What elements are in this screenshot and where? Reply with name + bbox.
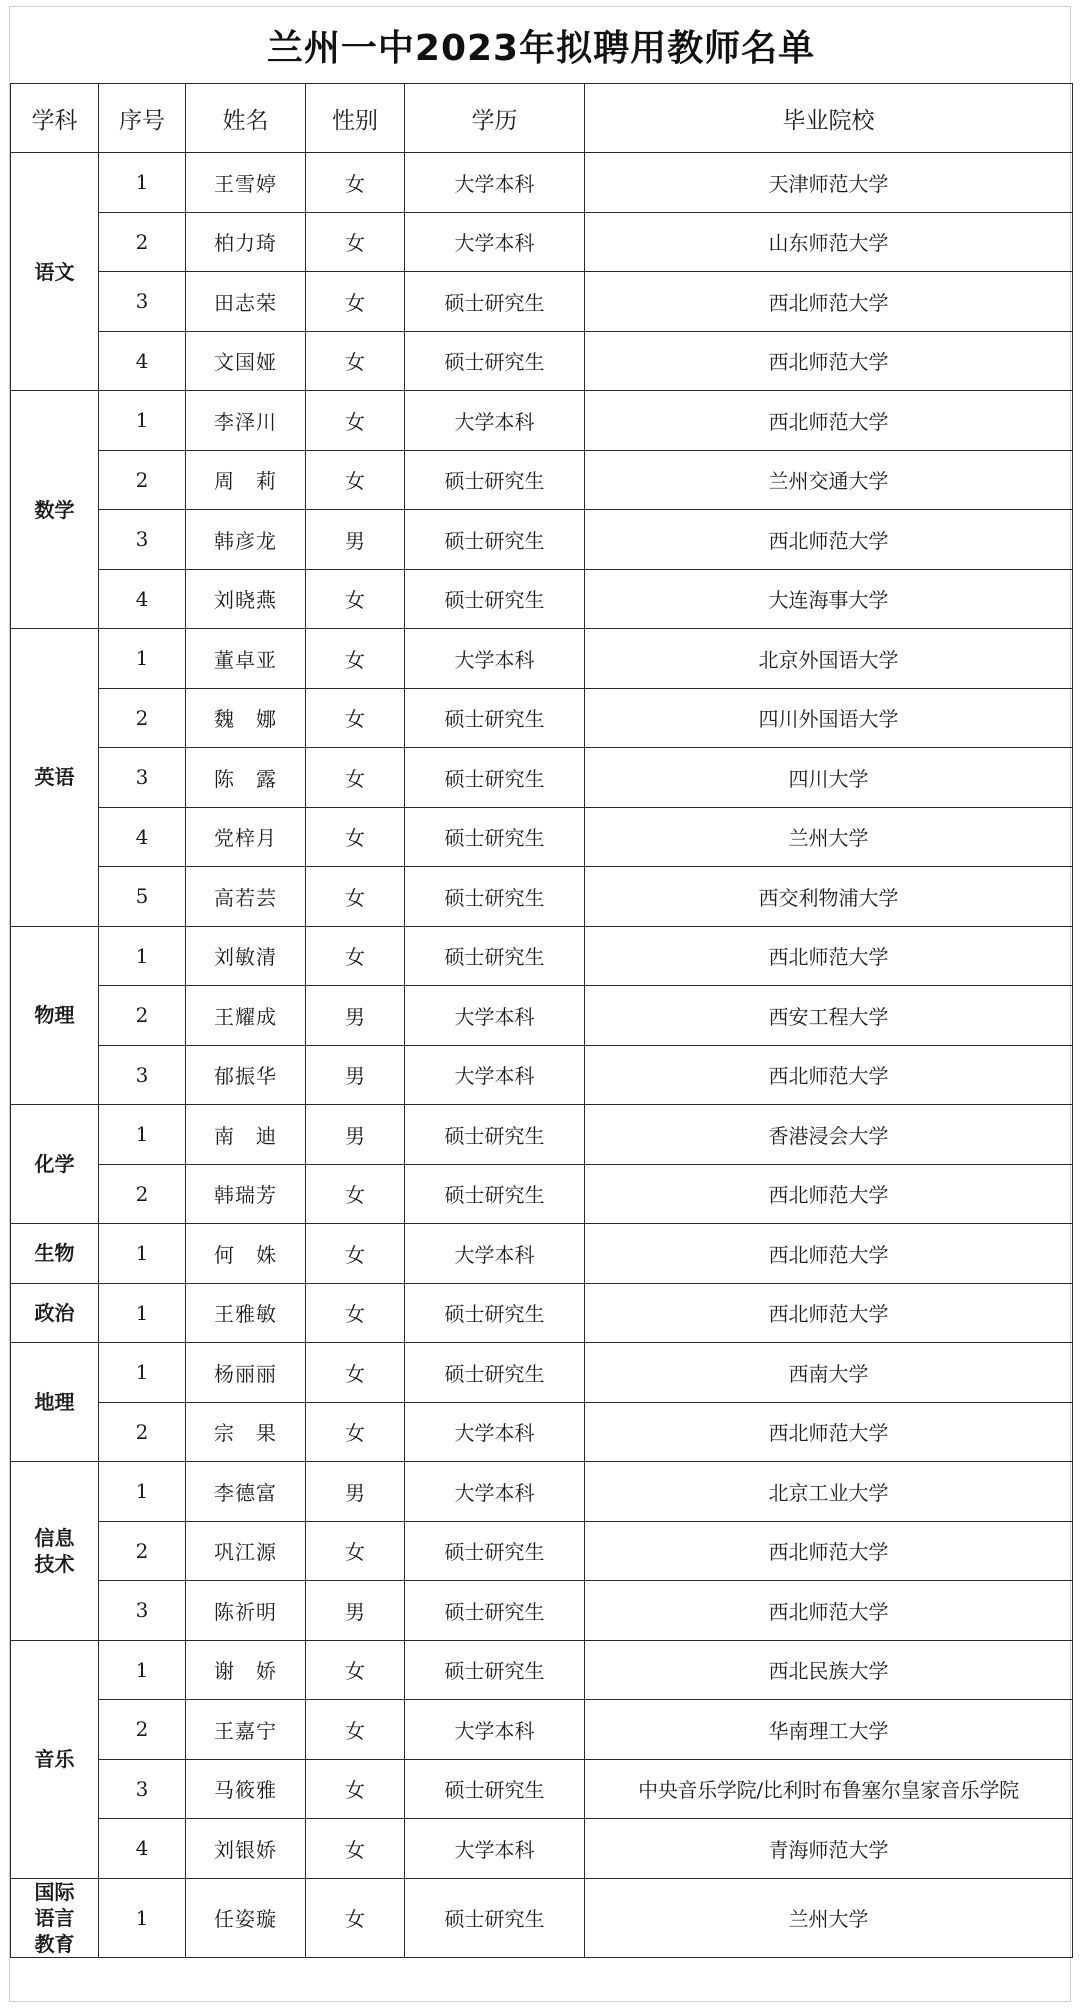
name-cell: 刘敏清 <box>186 926 306 986</box>
subject-cell <box>11 629 99 927</box>
subject-label: 语文 <box>34 259 75 284</box>
name-cell: 马筱雅 <box>186 1759 306 1819</box>
table-body <box>11 153 1073 1958</box>
gender-cell: 男 <box>306 510 405 570</box>
gender-cell: 女 <box>306 748 405 808</box>
index-cell: 2 <box>99 1521 186 1581</box>
table-row <box>11 1343 1073 1403</box>
subject-cell <box>11 1283 99 1343</box>
index-cell: 2 <box>99 688 186 748</box>
name-cell: 宗 果 <box>186 1402 306 1462</box>
header-school: 毕业院校 <box>585 84 1073 153</box>
school-cell: 西北师范大学 <box>585 272 1073 332</box>
table-row <box>11 1640 1073 1700</box>
gender-cell: 男 <box>306 1045 405 1105</box>
school-cell: 兰州大学 <box>585 1878 1073 1957</box>
subject-label: 数学 <box>34 497 75 522</box>
index-cell: 3 <box>99 748 186 808</box>
name-cell: 王嘉宁 <box>186 1700 306 1760</box>
subject-label: 国际语言教育 <box>34 1879 75 1956</box>
index-cell: 2 <box>99 1700 186 1760</box>
subject-label: 英语 <box>34 765 75 790</box>
school-cell: 中央音乐学院/比利时布鲁塞尔皇家音乐学院 <box>585 1759 1073 1819</box>
name-cell: 南 迪 <box>186 1105 306 1165</box>
school-cell: 西北师范大学 <box>585 391 1073 451</box>
name-cell: 柏力琦 <box>186 212 306 272</box>
name-cell: 何 姝 <box>186 1224 306 1284</box>
name-cell: 郁振华 <box>186 1045 306 1105</box>
gender-cell: 女 <box>306 926 405 986</box>
gender-cell: 男 <box>306 1105 405 1165</box>
index-cell: 4 <box>99 331 186 391</box>
name-cell: 杨丽丽 <box>186 1343 306 1403</box>
table-row <box>11 807 1073 867</box>
name-cell: 陈 露 <box>186 748 306 808</box>
gender-cell: 女 <box>306 153 405 213</box>
subject-cell <box>11 1343 99 1462</box>
school-cell: 四川大学 <box>585 748 1073 808</box>
table-row <box>11 748 1073 808</box>
school-cell: 兰州交通大学 <box>585 450 1073 510</box>
education-cell: 硕士研究生 <box>405 1581 585 1641</box>
index-cell: 1 <box>99 1343 186 1403</box>
subject-label: 物理 <box>34 1003 75 1028</box>
gender-cell: 男 <box>306 1462 405 1522</box>
gender-cell: 女 <box>306 1700 405 1760</box>
education-cell: 大学本科 <box>405 1045 585 1105</box>
index-cell: 4 <box>99 1819 186 1879</box>
gender-cell: 女 <box>306 1224 405 1284</box>
school-cell: 四川外国语大学 <box>585 688 1073 748</box>
school-cell: 西北师范大学 <box>585 510 1073 570</box>
page-title: 兰州一中2023年拟聘用教师名单 <box>266 27 816 69</box>
name-cell: 田志荣 <box>186 272 306 332</box>
education-cell: 大学本科 <box>405 986 585 1046</box>
school-cell: 西北师范大学 <box>585 1521 1073 1581</box>
subject-cell <box>11 391 99 629</box>
education-cell: 硕士研究生 <box>405 1521 585 1581</box>
name-cell: 魏 娜 <box>186 688 306 748</box>
table-row <box>11 1581 1073 1641</box>
index-cell: 2 <box>99 450 186 510</box>
school-cell: 北京工业大学 <box>585 1462 1073 1522</box>
subject-label: 生物 <box>34 1241 75 1266</box>
table-row <box>11 1700 1073 1760</box>
education-cell: 硕士研究生 <box>405 1164 585 1224</box>
gender-cell: 女 <box>306 1759 405 1819</box>
table-row <box>11 1878 1073 1957</box>
table-row <box>11 391 1073 451</box>
table-row <box>11 212 1073 272</box>
school-cell: 西南大学 <box>585 1343 1073 1403</box>
education-cell: 大学本科 <box>405 1462 585 1522</box>
education-cell: 大学本科 <box>405 1819 585 1879</box>
subject-label: 地理 <box>34 1390 75 1414</box>
name-cell: 李泽川 <box>186 391 306 451</box>
gender-cell: 女 <box>306 688 405 748</box>
gender-cell: 女 <box>306 1878 405 1957</box>
gender-cell: 男 <box>306 986 405 1046</box>
index-cell: 2 <box>99 1402 186 1462</box>
education-cell: 硕士研究生 <box>405 867 585 927</box>
gender-cell: 女 <box>306 391 405 451</box>
header-name: 姓名 <box>186 84 306 153</box>
education-cell: 大学本科 <box>405 212 585 272</box>
education-cell: 大学本科 <box>405 153 585 213</box>
school-cell: 山东师范大学 <box>585 212 1073 272</box>
name-cell: 巩江源 <box>186 1521 306 1581</box>
table-row <box>11 272 1073 332</box>
table-row <box>11 1224 1073 1284</box>
gender-cell: 女 <box>306 1343 405 1403</box>
header-index: 序号 <box>99 84 186 153</box>
gender-cell: 女 <box>306 629 405 689</box>
education-cell: 硕士研究生 <box>405 331 585 391</box>
school-cell: 西北师范大学 <box>585 1402 1073 1462</box>
school-cell: 大连海事大学 <box>585 569 1073 629</box>
name-cell: 韩彦龙 <box>186 510 306 570</box>
teacher-roster-table <box>10 83 1073 1958</box>
index-cell: 1 <box>99 1283 186 1343</box>
name-cell: 党梓月 <box>186 807 306 867</box>
index-cell: 1 <box>99 1640 186 1700</box>
table-row <box>11 1164 1073 1224</box>
education-cell: 硕士研究生 <box>405 1105 585 1165</box>
gender-cell: 女 <box>306 1283 405 1343</box>
school-cell: 兰州大学 <box>585 807 1073 867</box>
education-cell: 大学本科 <box>405 1224 585 1284</box>
index-cell: 1 <box>99 926 186 986</box>
index-cell: 3 <box>99 1045 186 1105</box>
school-cell: 北京外国语大学 <box>585 629 1073 689</box>
subject-cell <box>11 1462 99 1641</box>
index-cell: 1 <box>99 1105 186 1165</box>
education-cell: 硕士研究生 <box>405 569 585 629</box>
table-row <box>11 867 1073 927</box>
table-row <box>11 1045 1073 1105</box>
education-cell: 硕士研究生 <box>405 926 585 986</box>
school-cell: 西北师范大学 <box>585 926 1073 986</box>
table-row <box>11 153 1073 213</box>
education-cell: 硕士研究生 <box>405 688 585 748</box>
table-row <box>11 510 1073 570</box>
header-education: 学历 <box>405 84 585 153</box>
gender-cell: 女 <box>306 272 405 332</box>
name-cell: 韩瑞芳 <box>186 1164 306 1224</box>
name-cell: 王雅敏 <box>186 1283 306 1343</box>
school-cell: 天津师范大学 <box>585 153 1073 213</box>
table-row <box>11 926 1073 986</box>
name-cell: 王耀成 <box>186 986 306 1046</box>
gender-cell: 女 <box>306 867 405 927</box>
table-row <box>11 1105 1073 1165</box>
index-cell: 2 <box>99 212 186 272</box>
subject-cell <box>11 1224 99 1284</box>
education-cell: 大学本科 <box>405 629 585 689</box>
subject-label: 信息技术 <box>34 1525 75 1576</box>
name-cell: 文国娅 <box>186 331 306 391</box>
index-cell: 4 <box>99 807 186 867</box>
education-cell: 硕士研究生 <box>405 748 585 808</box>
gender-cell: 女 <box>306 569 405 629</box>
name-cell: 李德富 <box>186 1462 306 1522</box>
index-cell: 1 <box>99 1224 186 1284</box>
education-cell: 硕士研究生 <box>405 272 585 332</box>
name-cell: 谢 娇 <box>186 1640 306 1700</box>
gender-cell: 女 <box>306 1164 405 1224</box>
index-cell: 1 <box>99 629 186 689</box>
index-cell: 5 <box>99 867 186 927</box>
gender-cell: 女 <box>306 1521 405 1581</box>
index-cell: 1 <box>99 1462 186 1522</box>
education-cell: 硕士研究生 <box>405 1878 585 1957</box>
subject-label: 化学 <box>34 1152 75 1176</box>
school-cell: 西北师范大学 <box>585 1283 1073 1343</box>
gender-cell: 女 <box>306 331 405 391</box>
subject-cell <box>11 1878 99 1957</box>
education-cell: 大学本科 <box>405 391 585 451</box>
table-header-row <box>11 84 1073 153</box>
name-cell: 周 莉 <box>186 450 306 510</box>
name-cell: 高若芸 <box>186 867 306 927</box>
gender-cell: 女 <box>306 1819 405 1879</box>
school-cell: 西北民族大学 <box>585 1640 1073 1700</box>
school-cell: 西北师范大学 <box>585 1045 1073 1105</box>
table-row <box>11 1462 1073 1522</box>
subject-cell <box>11 1105 99 1224</box>
education-cell: 硕士研究生 <box>405 450 585 510</box>
school-cell: 西北师范大学 <box>585 1164 1073 1224</box>
school-cell: 西北师范大学 <box>585 1224 1073 1284</box>
index-cell: 3 <box>99 1759 186 1819</box>
name-cell: 董卓亚 <box>186 629 306 689</box>
gender-cell: 男 <box>306 1581 405 1641</box>
table-row <box>11 629 1073 689</box>
index-cell: 2 <box>99 986 186 1046</box>
subject-cell <box>11 1640 99 1878</box>
index-cell: 1 <box>99 391 186 451</box>
education-cell: 硕士研究生 <box>405 1640 585 1700</box>
education-cell: 大学本科 <box>405 1402 585 1462</box>
name-cell: 陈祈明 <box>186 1581 306 1641</box>
index-cell: 4 <box>99 569 186 629</box>
education-cell: 硕士研究生 <box>405 1759 585 1819</box>
document-sheet <box>9 6 1071 2002</box>
school-cell: 西安工程大学 <box>585 986 1073 1046</box>
education-cell: 硕士研究生 <box>405 1343 585 1403</box>
gender-cell: 女 <box>306 807 405 867</box>
subject-label: 政治 <box>34 1300 75 1325</box>
education-cell: 硕士研究生 <box>405 1283 585 1343</box>
table-row <box>11 1402 1073 1462</box>
gender-cell: 女 <box>306 450 405 510</box>
subject-label: 音乐 <box>34 1747 75 1771</box>
table-row <box>11 1283 1073 1343</box>
name-cell: 刘银娇 <box>186 1819 306 1879</box>
education-cell: 大学本科 <box>405 1700 585 1760</box>
subject-cell <box>11 926 99 1105</box>
name-cell: 王雪婷 <box>186 153 306 213</box>
gender-cell: 女 <box>306 1640 405 1700</box>
header-gender: 性别 <box>306 84 405 153</box>
table-row <box>11 1819 1073 1879</box>
school-cell: 西交利物浦大学 <box>585 867 1073 927</box>
table-row <box>11 331 1073 391</box>
table-row <box>11 986 1073 1046</box>
index-cell: 1 <box>99 1878 186 1957</box>
school-cell: 香港浸会大学 <box>585 1105 1073 1165</box>
school-cell: 青海师范大学 <box>585 1819 1073 1879</box>
index-cell: 3 <box>99 510 186 570</box>
name-cell: 任姿璇 <box>186 1878 306 1957</box>
index-cell: 2 <box>99 1164 186 1224</box>
table-row <box>11 450 1073 510</box>
gender-cell: 女 <box>306 212 405 272</box>
table-row <box>11 688 1073 748</box>
school-cell: 华南理工大学 <box>585 1700 1073 1760</box>
education-cell: 硕士研究生 <box>405 510 585 570</box>
school-cell: 西北师范大学 <box>585 1581 1073 1641</box>
index-cell: 3 <box>99 272 186 332</box>
header-subject: 学科 <box>11 84 99 153</box>
table-row <box>11 1521 1073 1581</box>
index-cell: 1 <box>99 153 186 213</box>
gender-cell: 女 <box>306 1402 405 1462</box>
education-cell: 硕士研究生 <box>405 807 585 867</box>
table-row <box>11 569 1073 629</box>
table-row <box>11 1759 1073 1819</box>
subject-cell <box>11 153 99 391</box>
name-cell: 刘晓燕 <box>186 569 306 629</box>
school-cell: 西北师范大学 <box>585 331 1073 391</box>
index-cell: 3 <box>99 1581 186 1641</box>
